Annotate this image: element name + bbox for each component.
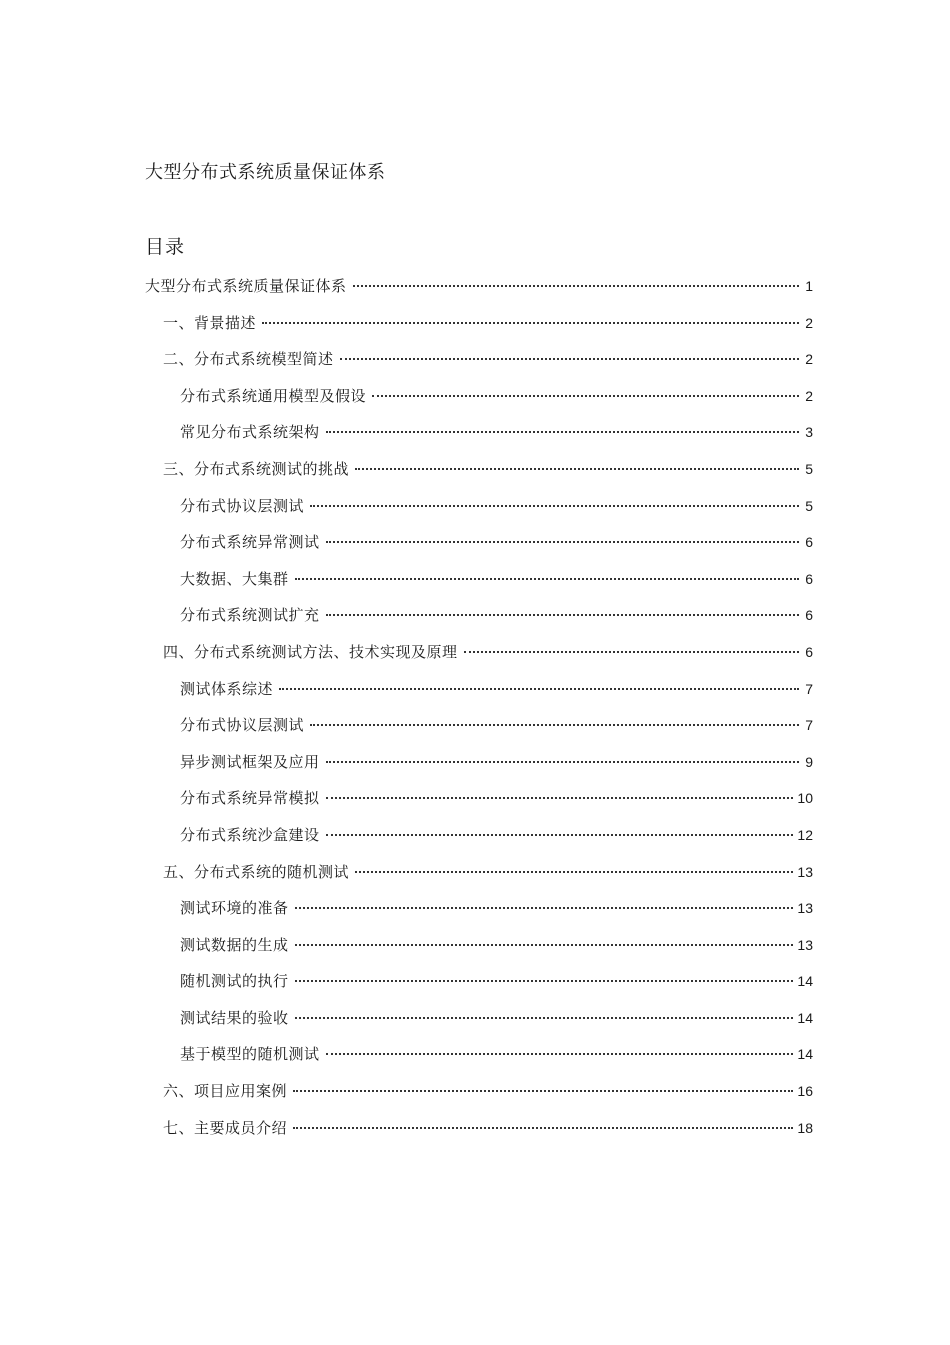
toc-page-number: 12 bbox=[797, 826, 813, 843]
toc-dot-leader bbox=[326, 431, 799, 433]
toc-dot-leader bbox=[355, 468, 799, 470]
toc-page-number: 7 bbox=[805, 680, 813, 697]
toc-entry[interactable] bbox=[145, 1040, 813, 1077]
toc-entry[interactable] bbox=[145, 821, 813, 858]
toc-entry-text: 测试环境的准备 bbox=[180, 899, 289, 918]
toc-heading: 目录 bbox=[145, 236, 186, 258]
toc-entry-text: 常见分布式系统架构 bbox=[180, 423, 320, 442]
toc-entry-text: 分布式系统通用模型及假设 bbox=[180, 386, 367, 405]
toc-entry-text: 分布式系统异常测试 bbox=[180, 533, 320, 552]
toc-entry-text: 五、分布式系统的随机测试 bbox=[163, 862, 350, 881]
toc-entry[interactable] bbox=[145, 1114, 813, 1151]
toc-page-number: 6 bbox=[805, 643, 813, 660]
toc-dot-leader bbox=[310, 505, 799, 507]
toc-entry-text: 基于模型的随机测试 bbox=[180, 1045, 320, 1064]
toc-dot-leader bbox=[295, 578, 799, 580]
toc-entry-text: 测试体系综述 bbox=[180, 679, 274, 698]
toc-page-number: 13 bbox=[797, 900, 813, 917]
toc-dot-leader bbox=[326, 797, 794, 799]
toc-dot-leader bbox=[326, 541, 799, 543]
toc-entry[interactable] bbox=[145, 1077, 813, 1114]
toc-entry[interactable] bbox=[145, 931, 813, 968]
toc-entry-text: 二、分布式系统模型简述 bbox=[163, 350, 334, 369]
toc-page-number: 5 bbox=[805, 460, 813, 477]
toc-entry[interactable] bbox=[145, 601, 813, 638]
toc-dot-leader bbox=[326, 834, 794, 836]
toc-page-number: 14 bbox=[797, 1046, 813, 1063]
toc-entry-text: 随机测试的执行 bbox=[180, 972, 289, 991]
toc-page-number: 2 bbox=[805, 314, 813, 331]
toc-entry[interactable] bbox=[145, 492, 813, 529]
toc-entry[interactable] bbox=[145, 711, 813, 748]
toc-dot-leader bbox=[295, 944, 794, 946]
toc-page-number: 9 bbox=[805, 753, 813, 770]
toc-page-number: 13 bbox=[797, 863, 813, 880]
toc-entry[interactable] bbox=[145, 748, 813, 785]
toc-dot-leader bbox=[353, 285, 799, 287]
toc-entry-text: 分布式协议层测试 bbox=[180, 496, 305, 515]
toc-page-number: 2 bbox=[805, 387, 813, 404]
toc-dot-leader bbox=[326, 1053, 794, 1055]
toc-entry-text: 测试数据的生成 bbox=[180, 935, 289, 954]
toc-entry[interactable] bbox=[145, 418, 813, 455]
toc-page-number: 6 bbox=[805, 570, 813, 587]
toc-entry[interactable] bbox=[145, 382, 813, 419]
toc-entry[interactable] bbox=[145, 784, 813, 821]
toc-entry-text: 七、主要成员介绍 bbox=[163, 1118, 288, 1137]
toc-page-number: 18 bbox=[797, 1119, 813, 1136]
toc-dot-leader bbox=[295, 1017, 794, 1019]
toc-dot-leader bbox=[262, 322, 799, 324]
toc-page-number: 1 bbox=[805, 278, 813, 294]
document-title: 大型分布式系统质量保证体系 bbox=[145, 162, 386, 183]
toc-page-number: 7 bbox=[805, 717, 813, 734]
toc-dot-leader bbox=[355, 871, 793, 873]
toc-entry-text: 大型分布式系统质量保证体系 bbox=[145, 277, 347, 295]
toc-dot-leader bbox=[279, 688, 799, 690]
toc-page-number: 3 bbox=[805, 424, 813, 441]
toc-dot-leader bbox=[293, 1090, 793, 1092]
toc-dot-leader bbox=[340, 358, 799, 360]
toc-page-number: 10 bbox=[797, 790, 813, 807]
toc-page-number: 14 bbox=[797, 973, 813, 990]
toc-dot-leader bbox=[295, 907, 794, 909]
toc-dot-leader bbox=[326, 614, 799, 616]
toc-page-number: 13 bbox=[797, 936, 813, 953]
toc-entry-text: 分布式系统异常模拟 bbox=[180, 789, 320, 808]
toc-entry-text: 一、背景描述 bbox=[163, 313, 257, 332]
toc-page-number: 14 bbox=[797, 1009, 813, 1026]
toc-page-number: 6 bbox=[805, 534, 813, 551]
toc-entry-text: 异步测试框架及应用 bbox=[180, 752, 320, 771]
toc-page-number: 2 bbox=[805, 351, 813, 368]
toc-dot-leader bbox=[372, 395, 799, 397]
toc-entry[interactable] bbox=[145, 858, 813, 895]
toc-entry[interactable] bbox=[145, 967, 813, 1004]
toc-dot-leader bbox=[464, 651, 799, 653]
toc-entry[interactable] bbox=[145, 528, 813, 565]
toc-entry-text: 六、项目应用案例 bbox=[163, 1082, 288, 1101]
toc-entry[interactable] bbox=[145, 272, 813, 309]
toc-entry-text: 三、分布式系统测试的挑战 bbox=[163, 459, 350, 478]
toc-entry-text: 四、分布式系统测试方法、技术实现及原理 bbox=[163, 642, 458, 661]
toc-entry-text: 分布式协议层测试 bbox=[180, 716, 305, 735]
toc-dot-leader bbox=[310, 724, 799, 726]
toc-entry[interactable] bbox=[145, 345, 813, 382]
toc-entry[interactable] bbox=[145, 675, 813, 712]
toc-entry-text: 测试结果的验收 bbox=[180, 1008, 289, 1027]
toc-entry[interactable] bbox=[145, 309, 813, 346]
table-of-contents bbox=[145, 272, 813, 1150]
toc-page-number: 5 bbox=[805, 497, 813, 514]
toc-dot-leader bbox=[295, 980, 794, 982]
toc-entry-text: 分布式系统沙盒建设 bbox=[180, 825, 320, 844]
toc-entry[interactable] bbox=[145, 638, 813, 675]
toc-entry-text: 分布式系统测试扩充 bbox=[180, 606, 320, 625]
toc-page-number: 16 bbox=[797, 1083, 813, 1100]
toc-page-number: 6 bbox=[805, 607, 813, 624]
toc-entry[interactable] bbox=[145, 455, 813, 492]
toc-dot-leader bbox=[293, 1127, 793, 1129]
toc-entry[interactable] bbox=[145, 565, 813, 602]
toc-dot-leader bbox=[326, 761, 799, 763]
toc-entry[interactable] bbox=[145, 894, 813, 931]
toc-entry[interactable] bbox=[145, 1004, 813, 1041]
toc-entry-text: 大数据、大集群 bbox=[180, 569, 289, 588]
